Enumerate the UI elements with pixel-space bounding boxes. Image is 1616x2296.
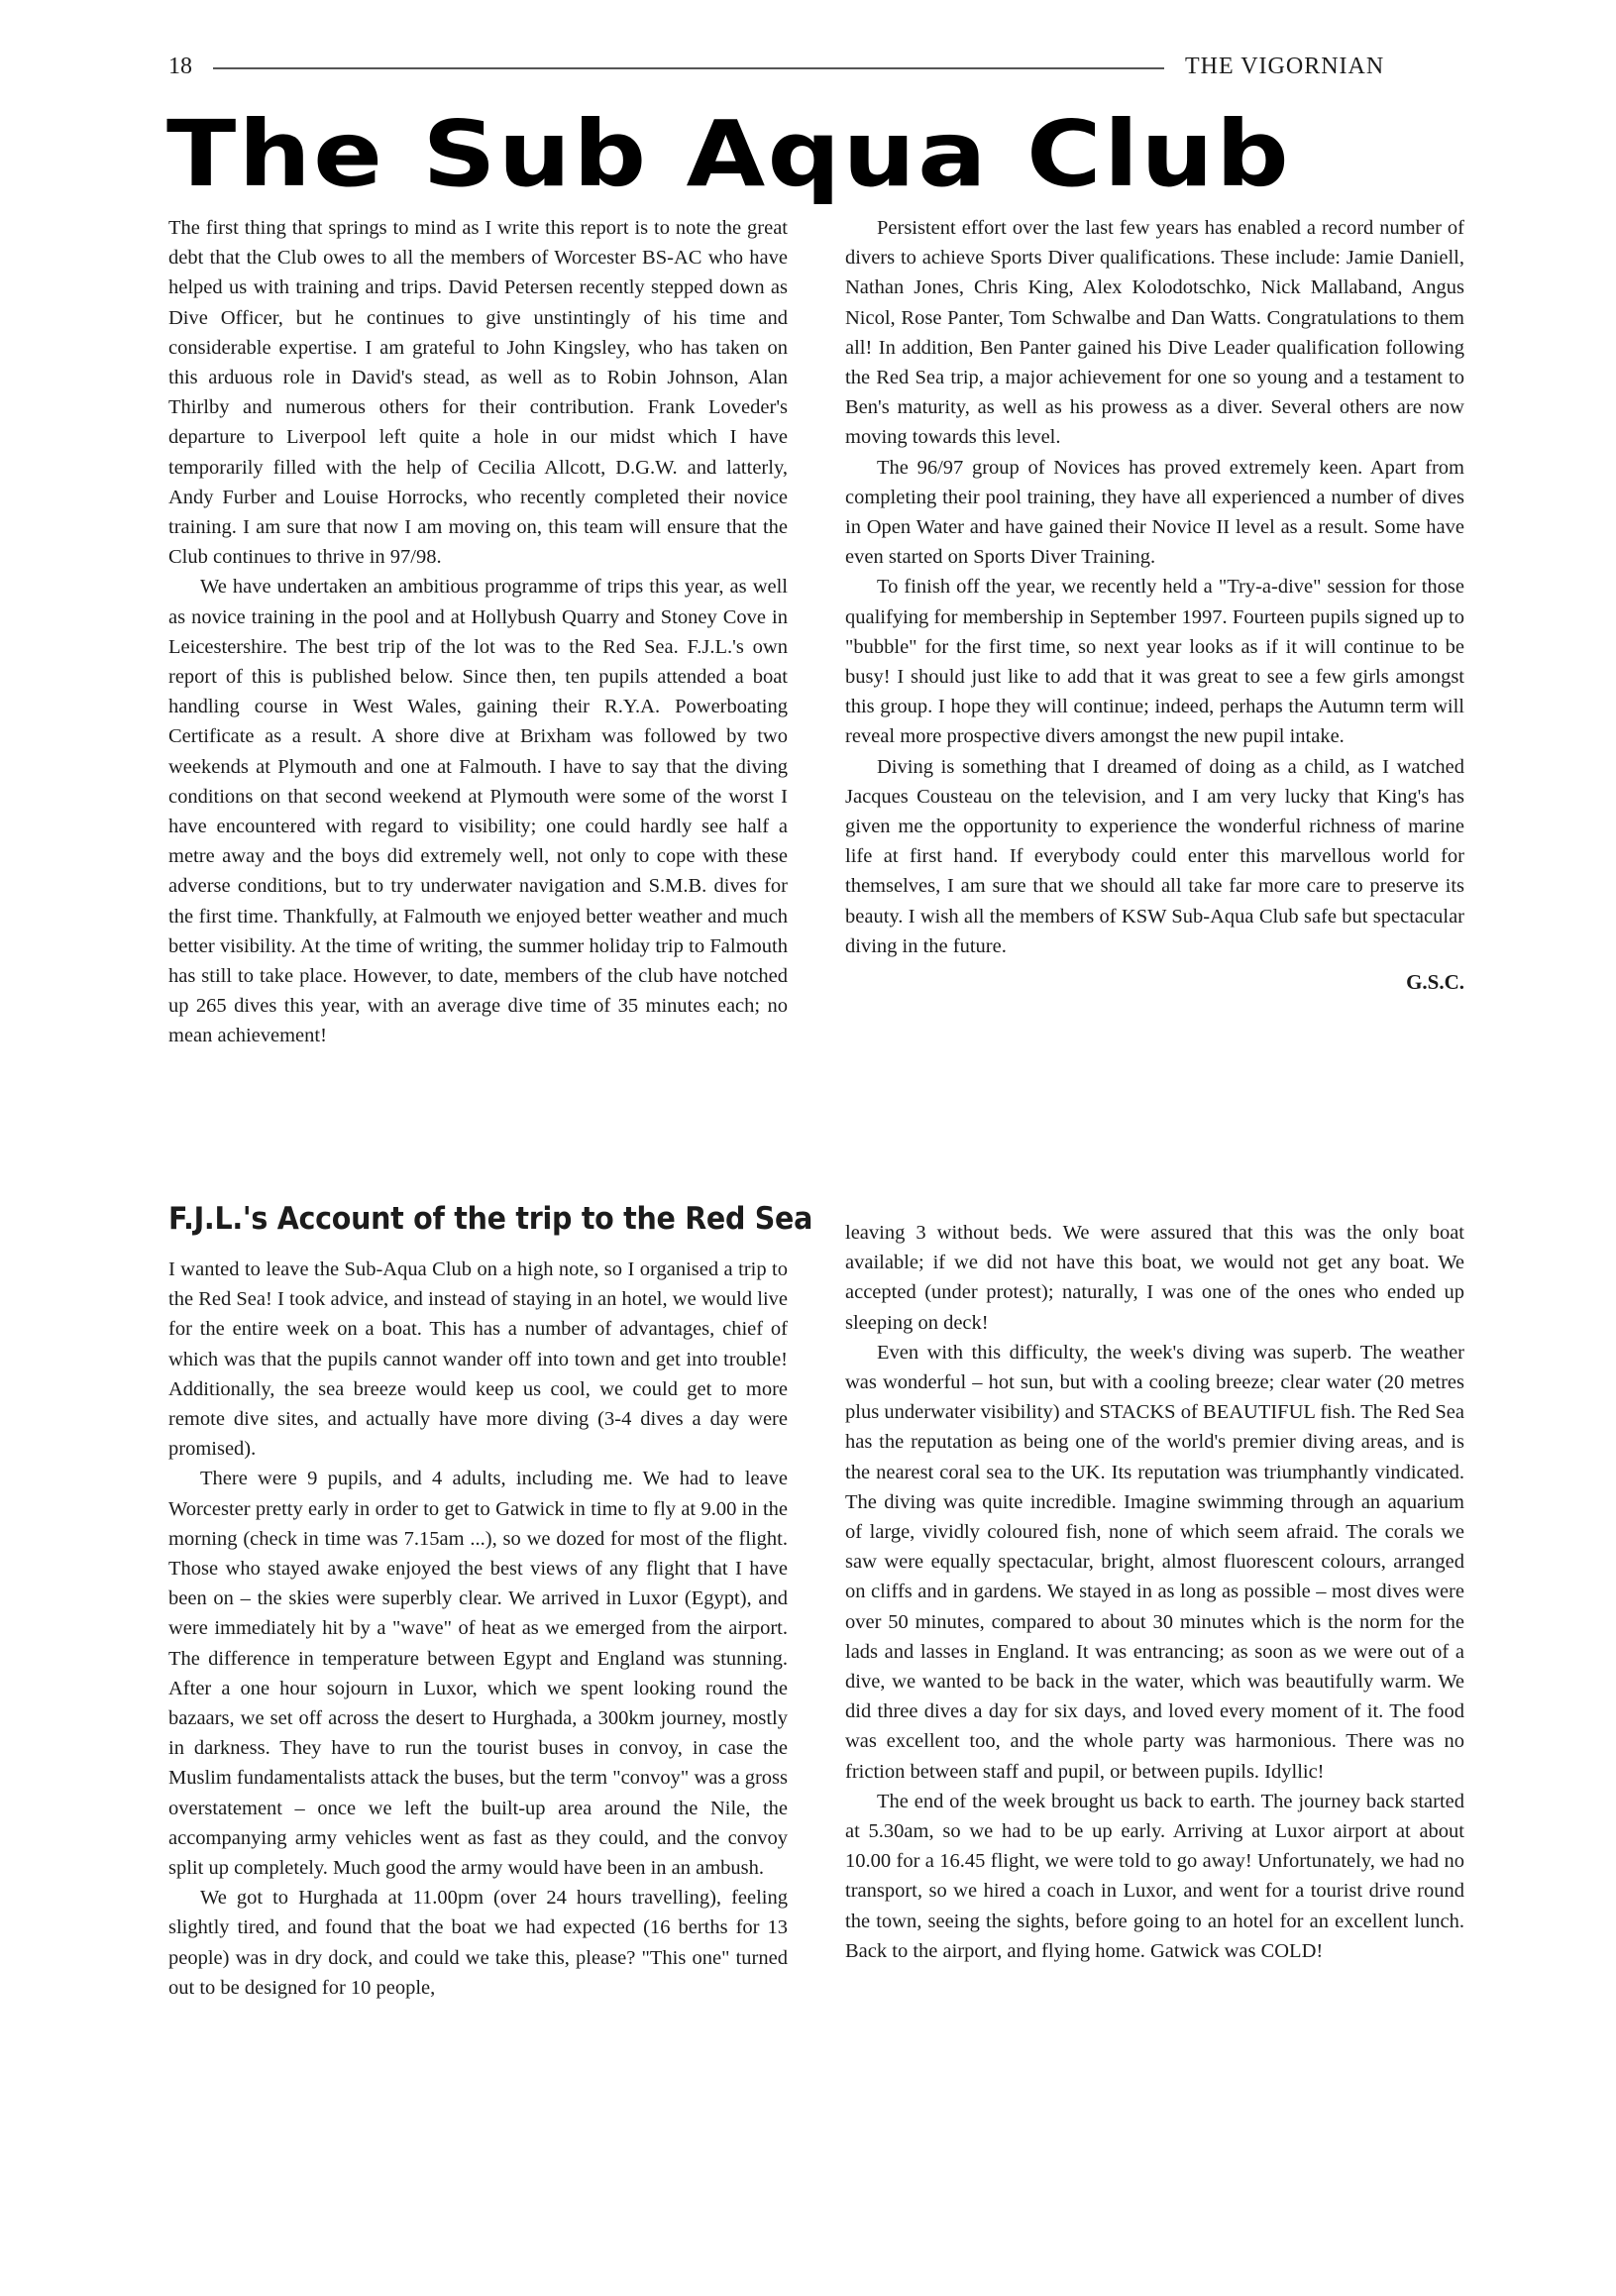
- account-heading: F.J.L.'s Account of the trip to the Red Sea: [168, 1201, 813, 1237]
- report-paragraph: To finish off the year, we recently held a "Try-a-dive" session for those qualifying for membership in September 1997. Fourteen pupils signed up to "bubble" for the first time, so next year looks as if it will continue to be busy! I should just like to add that it was great to see a few girls amongst this group. I hope they will continue; indeed, perhaps the Autumn term will reveal more prospective divers amongst the new pupil intake.: [845, 576, 1464, 748]
- report-paragraph: Diving is something that I dreamed of doing as a child, as I watched Jacques Cousteau on the television, and I am very lucky that King's has given me the opportunity to experience the wonderful richness of marine life at first hand. If everybody could enter this marvellous world for themselves, I am sure that we should all take far more care to preserve its beauty. I wish all the members of KSW Sub-Aqua Club safe but spectacular diving in the future.: [845, 755, 1464, 957]
- header-rule: [213, 67, 1164, 69]
- report-paragraph: The first thing that springs to mind as I write this report is to note the great debt that the Club owes to all the members of Worcester BS-AC who have helped us with training and trips. David Petersen recently stepped down as Dive Officer, but he continues to give unstintingly of his time and considerable expertise. I am grateful to John Kingsley, who has taken on this arduous role in David's stead, as well as to Robin Johnson, Alan Thirlby and numerous others for their contribution. Frank Loveder's departure to Liverpool left quite a hole in our midst which I have temporarily filled with the help of Cecilia Allcott, D.G.W. and latterly, Andy Furber and Louise Horrocks, who recently completed their novice training. I am sure that now I am moving on, this team will ensure that the Club continues to thrive in 97/98.: [168, 217, 788, 569]
- report-column-left: [168, 213, 788, 1051]
- page-number: 18: [168, 54, 192, 79]
- report-paragraph: The 96/97 group of Novices has proved extremely keen. Apart from completing their pool training, they have all experienced a number of dives in Open Water and have gained their Novice II level as a result. Some have even started on Sports Diver Training.: [845, 456, 1464, 569]
- report-paragraph: Persistent effort over the last few years has enabled a record number of divers to achieve Sports Diver qualifications. These include: Jamie Daniell, Nathan Jones, Chris King, Alex Kolodotschko, Nick Mallaband, Angus Nicol, Rose Panter, Tom Schwalbe and Dan Watts. Congratulations to them all! In addition, Ben Panter gained his Dive Leader qualification following the Red Sea trip, a major achievement for one so young and a testament to Ben's maturity, as well as his prowess as a diver. Several others are now moving towards this level.: [845, 217, 1464, 449]
- account-paragraph: The end of the week brought us back to earth. The journey back started at 5.30am, so we had to be up early. Arriving at Luxor airport at about 10.00 for a 16.45 flight, we were told to go away! Unfortunately, we had no transport, so we hired a coach in Luxor, and went for a tourist drive round the town, seeing the sights, before going to an hotel for an excellent lunch. Back to the airport, and flying home. Gatwick was COLD!: [845, 1790, 1464, 1962]
- account-paragraph: leaving 3 without beds. We were assured that this was the only boat available; if we did not have this boat, we would not get any boat. We accepted (under protest); naturally, I was one of the ones who ended up sleeping on deck!: [845, 1222, 1464, 1334]
- report-column-right: [845, 213, 1464, 997]
- publication-name: THE VIGORNIAN: [1185, 54, 1385, 79]
- account-paragraph: There were 9 pupils, and 4 adults, including me. We had to leave Worcester pretty early in order to get to Gatwick in time to fly at 9.00 in the morning (check in time was 7.15am ...), so we dozed for most of the flight. Those who stayed awake enjoyed the best views of any flight that I have been on – the skies were superbly clear. We arrived in Luxor (Egypt), and were immediately hit by a "wave" of heat as we emerged from the airport. The difference in temperature between Egypt and England was stunning. After a one hour sojourn in Luxor, which we spent looking round the bazaars, we set off across the desert to Hurghada, a 300km journey, mostly in darkness. They have to run the tourist buses in convoy, in case the Muslim fundamentalists attack the buses, but the term "convoy" was a gross overstatement – once we left the built-up area around the Nile, the accompanying army vehicles went as fast as they could, and the convoy split up completely. Much good the army would have been in an ambush.: [168, 1468, 788, 1880]
- report-paragraph: We have undertaken an ambitious programme of trips this year, as well as novice training in the pool and at Hollybush Quarry and Stoney Cove in Leicestershire. The best trip of the lot was to the Red Sea. F.J.L.'s own report of this is published below. Since then, ten pupils attended a boat handling course in West Wales, gaining their R.Y.A. Powerboating Certificate as a result. A shore dive at Brixham was followed by two weekends at Plymouth and one at Falmouth. I have to say that the diving conditions on that second weekend at Plymouth were some of the worst I have encountered with regard to visibility; one could hardly see half a metre away and the boys did extremely well, not only to cope with these adverse conditions, but to try underwater navigation and S.M.B. dives for the first time. Thankfully, at Falmouth we enjoyed better weather and much better visibility. At the time of writing, the summer holiday trip to Falmouth has still to take place. However, to date, members of the club have notched up 265 dives this year, with an average dive time of 35 minutes each; no mean achievement!: [168, 576, 788, 1047]
- account-paragraph: I wanted to leave the Sub-Aqua Club on a high note, so I organised a trip to the Red Sea! I took advice, and instead of staying in an hotel, we would live for the entire week on a boat. This has a number of advantages, chief of which was that the pupils cannot wander off into town and get into trouble! Additionally, the sea breeze would keep us cool, we could get to more remote dive sites, and actually have more diving (3-4 dives a day were promised).: [168, 1258, 788, 1461]
- account-paragraph: Even with this difficulty, the week's diving was superb. The weather was wonderful – hot sun, but with a cooling breeze; clear water (20 metres plus underwater visibility) and STACKS of BEAUTIFUL fish. The Red Sea has the reputation as being one of the world's premier diving areas, and is the nearest coral sea to the UK. Its reputation was triumphantly vindicated. The diving was quite incredible. Imagine swimming through an aquarium of large, vividly coloured fish, none of which seem afraid. The corals we saw were equally spectacular, bright, almost fluorescent colours, arranged on cliffs and in gardens. We stayed in as long as possible – most dives were over 50 minutes, compared to about 30 minutes which is the norm for the lads and lasses in England. It was entrancing; as soon as we were out of a dive, we wanted to be back in the water, which was beautifully warm. We did three dives a day for six days, and loved every moment of it. The food was excellent too, and the whole party was harmonious. There was no friction between staff and pupil, or between pupils. Idyllic!: [845, 1341, 1464, 1783]
- page-header: [0, 52, 1616, 91]
- account-paragraph: We got to Hurghada at 11.00pm (over 24 hours travelling), feeling slightly tired, and found that the boat we had expected (16 berths for 13 people) was in dry dock, and could we take this, please? "This one" turned out to be designed for 10 people,: [168, 1887, 788, 1999]
- article-title: The Sub Aqua Club: [166, 101, 1291, 207]
- author-initials: G.S.C.: [1406, 970, 1464, 995]
- account-column-right: [845, 1218, 1464, 1966]
- account-column-left: [168, 1255, 788, 2003]
